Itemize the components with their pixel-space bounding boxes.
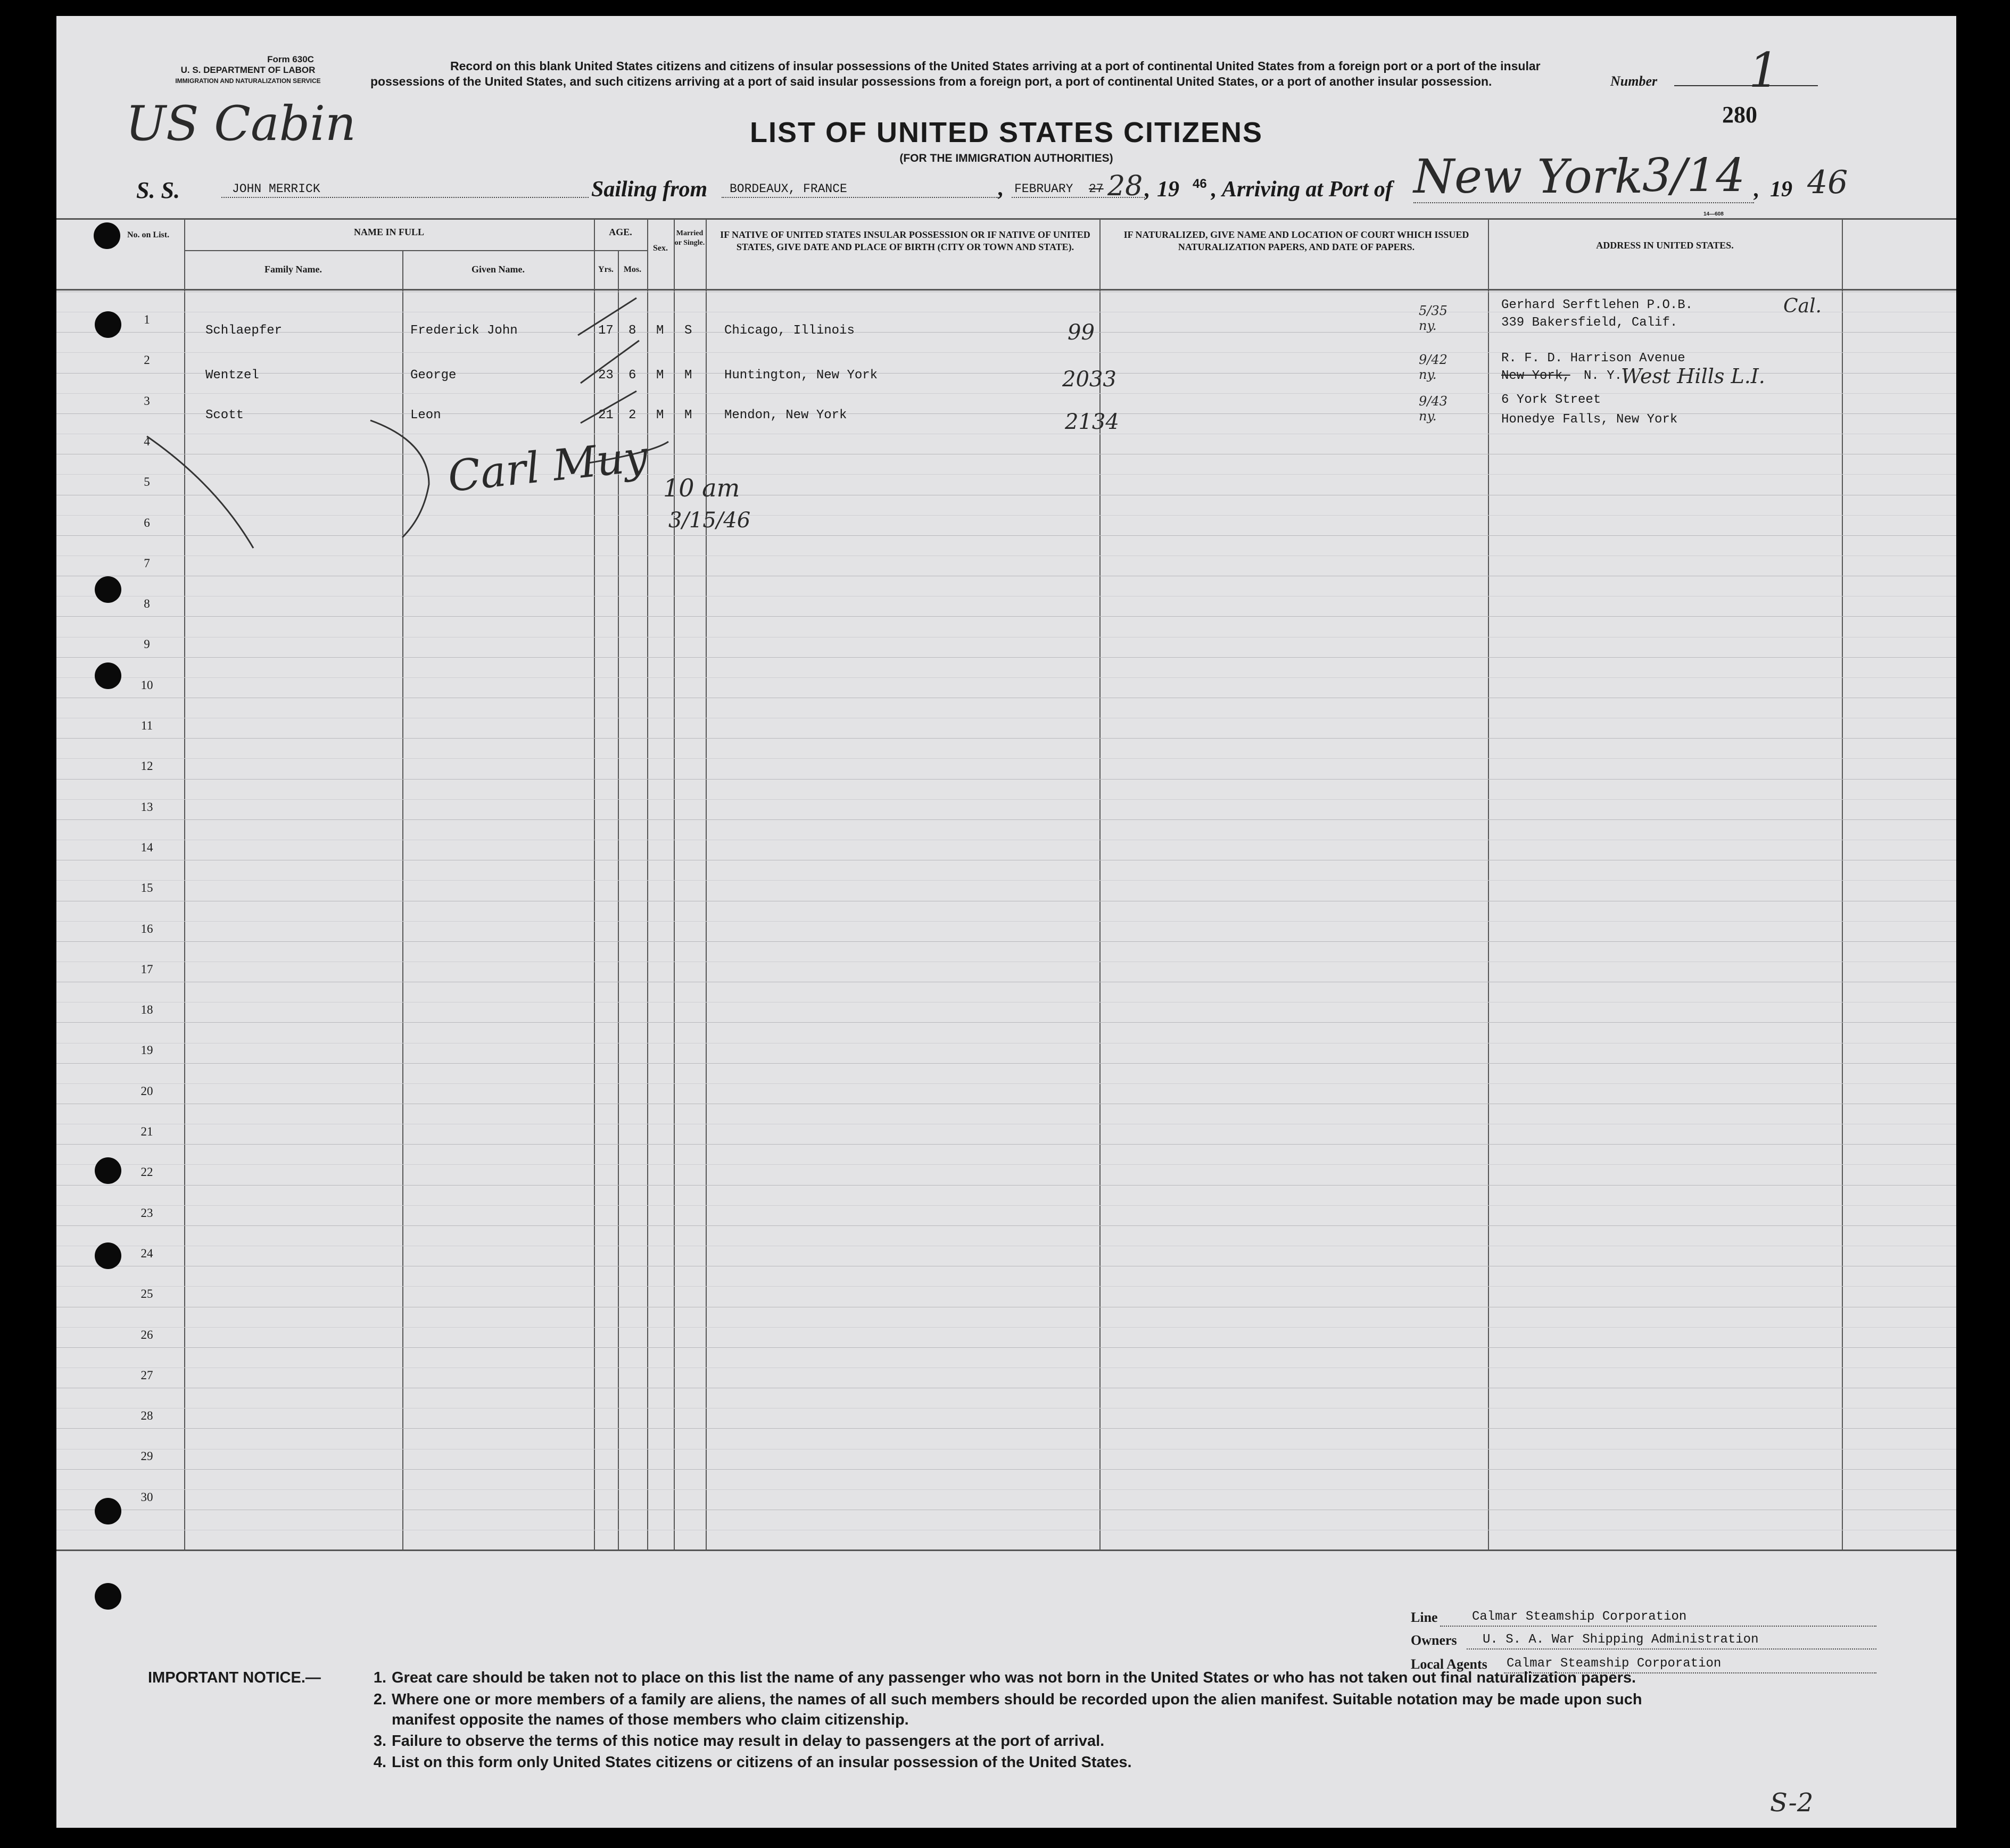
list-number: 1 xyxy=(1749,43,1780,98)
handwritten-code: 2134 xyxy=(1065,410,1119,434)
birth-place: Huntington, New York xyxy=(724,368,878,383)
row-number: 16 xyxy=(140,922,153,935)
row-number: 19 xyxy=(140,1043,153,1057)
row-number: 17 xyxy=(140,963,153,976)
sailing-month: FEBRUARY xyxy=(1014,182,1073,196)
row-subrule xyxy=(56,799,1956,800)
row-rule xyxy=(56,1428,1956,1429)
row-rule xyxy=(56,657,1956,658)
row-number: 4 xyxy=(144,435,150,448)
line-underline xyxy=(1440,1626,1876,1627)
time-stamp: 10 am xyxy=(663,474,740,502)
col-head-name-in-full: NAME IN FULL xyxy=(353,227,424,237)
sailing-year-prefix: 19 xyxy=(1157,177,1179,202)
table-bottom-border xyxy=(56,1549,1956,1551)
address-note: West Hills L.I. xyxy=(1621,364,1765,388)
row-subrule xyxy=(56,880,1956,881)
row-number: 10 xyxy=(140,678,153,692)
line-value: Calmar Steamship Corporation xyxy=(1472,1610,1687,1624)
row-number: 14 xyxy=(140,841,153,854)
row-number: 29 xyxy=(140,1449,153,1463)
row-rule xyxy=(56,616,1956,617)
row-rule xyxy=(56,535,1956,536)
col-head-family-name: Family Name. xyxy=(264,264,322,275)
sailing-year-suffix: 46 xyxy=(1193,177,1207,191)
row-number: 15 xyxy=(140,881,153,894)
sailing-day-struck: 27 xyxy=(1089,182,1104,196)
col-head-given-name: Given Name. xyxy=(472,264,525,275)
col-head-age: AGE. xyxy=(609,227,632,237)
address-line-2-struck: New York, xyxy=(1501,369,1570,383)
gpo-code: 14—608 xyxy=(1703,211,1724,217)
row-number: 24 xyxy=(140,1247,153,1260)
handwritten-code: 2033 xyxy=(1062,367,1116,392)
pen-strokes xyxy=(56,16,1956,1828)
birth-place: Chicago, Illinois xyxy=(724,324,855,338)
col-head-birth: IF NATIVE OF UNITED STATES INSULAR POSSESSION OR IF NATIVE OF UNITED STATES, GIVE DATE AND PLACE OF BIRTH (CITY OR TOWN AND STATE). xyxy=(720,229,1090,252)
handwritten-note: 5/35 ny. xyxy=(1419,303,1447,333)
row-number: 28 xyxy=(140,1409,153,1422)
sex: M xyxy=(656,324,664,338)
port-underline xyxy=(1413,202,1754,203)
notice-item: 1. Great care should be taken not to place on this list the name of any passenger who was not born in the United States or who has not taken out final naturalization papers. xyxy=(373,1669,1636,1686)
handwritten-note: 9/43 ny. xyxy=(1419,394,1447,424)
sailing-day: 28 xyxy=(1107,170,1143,202)
row-number: 2 xyxy=(144,353,150,367)
row-rule xyxy=(56,1347,1956,1348)
arrival-year-prefix: 19 xyxy=(1770,177,1792,202)
family-name: Wentzel xyxy=(205,368,259,383)
owners-underline xyxy=(1467,1648,1876,1650)
ss-label: S. S. xyxy=(136,177,180,203)
col-head-no: No. on List. xyxy=(127,230,170,239)
sex: M xyxy=(656,368,664,383)
comma-2: , xyxy=(1145,177,1151,202)
age-years: 17 xyxy=(598,324,614,338)
arriving-label: Arriving at Port of xyxy=(1222,177,1393,202)
arrival-date: 3/14 xyxy=(1642,149,1746,202)
row-subrule xyxy=(56,474,1956,475)
punch-hole xyxy=(94,222,120,249)
col-divider-naturalized xyxy=(1488,218,1489,1549)
department-name: U. S. DEPARTMENT OF LABOR xyxy=(180,65,316,75)
date-underline xyxy=(1012,197,1145,198)
manifest-sheet xyxy=(56,16,1956,1828)
row-rule xyxy=(56,332,1956,333)
row-number: 5 xyxy=(144,475,150,488)
age-years: 21 xyxy=(598,408,614,422)
row-number: 18 xyxy=(140,1003,153,1016)
row-subrule xyxy=(56,1164,1956,1165)
punch-hole xyxy=(95,576,121,603)
address-note: Cal. xyxy=(1783,295,1822,317)
row-number: 8 xyxy=(144,597,150,610)
number-underline xyxy=(1674,85,1818,86)
address-line-2: 339 Bakersfield, Calif. xyxy=(1501,316,1678,330)
row-subrule xyxy=(56,1286,1956,1287)
row-subrule xyxy=(56,1327,1956,1328)
row-number: 3 xyxy=(144,394,150,408)
punch-hole xyxy=(95,1157,121,1184)
col-divider-sex xyxy=(674,218,675,1549)
service-name: IMMIGRATION AND NATURALIZATION SERVICE xyxy=(175,77,321,85)
birth-place: Mendon, New York xyxy=(724,408,847,422)
row-subrule xyxy=(56,515,1956,516)
punch-hole xyxy=(95,311,121,338)
row-rule xyxy=(56,1022,1956,1023)
comma-4: , xyxy=(1754,177,1760,202)
notice-item: 3. Failure to observe the terms of this notice may result in delay to passengers at the port of arrival. xyxy=(373,1733,1105,1750)
table-header-border xyxy=(56,289,1956,291)
ship-name: JOHN MERRICK xyxy=(232,182,320,196)
address-line-2: N. Y. xyxy=(1584,369,1623,383)
address-line-1: 6 York Street xyxy=(1501,393,1601,407)
page-subtitle: (FOR THE IMMIGRATION AUTHORITIES) xyxy=(899,152,1113,164)
date-stamp: 3/15/46 xyxy=(668,508,751,533)
col-divider-mos xyxy=(647,218,648,1549)
owners-label: Owners xyxy=(1411,1632,1457,1648)
marital-status: M xyxy=(684,408,692,422)
notice-item: 2. Where one or more members of a family are aliens, the names of all such members should be recorded upon the alien manifest. Suitable notation may be made upon such xyxy=(373,1691,1642,1708)
col-divider-address xyxy=(1842,218,1843,1549)
line-label: Line xyxy=(1411,1610,1438,1625)
age-months: 2 xyxy=(628,408,636,422)
row-number: 12 xyxy=(140,759,153,773)
row-number: 23 xyxy=(140,1206,153,1220)
marital-status: M xyxy=(684,368,692,383)
arrival-year-suffix: 46 xyxy=(1807,164,1848,201)
row-number: 22 xyxy=(140,1165,153,1179)
row-number: 1 xyxy=(144,313,150,326)
family-name: Schlaepfer xyxy=(205,324,283,338)
form-number: Form 630C xyxy=(267,54,314,64)
row-subrule xyxy=(56,1083,1956,1084)
row-rule xyxy=(56,1469,1956,1470)
age-months: 8 xyxy=(628,324,636,338)
sailing-underline xyxy=(722,197,998,198)
row-number: 13 xyxy=(140,800,153,814)
handwritten-class-note: US Cabin xyxy=(126,96,356,152)
handwritten-code: 99 xyxy=(1068,320,1095,345)
cancel-stroke-family xyxy=(147,436,253,548)
row-subrule xyxy=(56,1205,1956,1206)
form-identifier xyxy=(115,54,381,86)
row-number: 30 xyxy=(140,1490,153,1504)
row-number: 7 xyxy=(144,557,150,570)
punch-hole xyxy=(95,1242,121,1269)
row-rule xyxy=(56,941,1956,942)
name-header-divider xyxy=(184,250,597,251)
agents-label: Local Agents xyxy=(1411,1656,1487,1672)
address-line-1: Gerhard Serftlehen P.O.B. xyxy=(1501,298,1693,312)
sailing-label: Sailing from xyxy=(591,177,708,202)
row-rule xyxy=(56,1185,1956,1186)
row-number: 26 xyxy=(140,1328,153,1341)
col-divider-married xyxy=(706,218,707,1549)
given-name: Frederick John xyxy=(410,324,518,338)
age-header-divider xyxy=(594,250,647,251)
col-divider-family xyxy=(402,250,403,1549)
owners-value: U. S. A. War Shipping Administration xyxy=(1483,1632,1759,1647)
row-rule xyxy=(56,1225,1956,1226)
col-head-address: ADDRESS IN UNITED STATES. xyxy=(1596,240,1734,251)
record-instructions: Record on this blank United States citizens and citizens of insular possessions of the United States arriving at a port of continental United States from a foreign port or a port of the insular possessions of the United States, and such citizens arriving at a port of said insular possessions from a foreign port, a port of continental United States, or a port of another insular possession. xyxy=(370,59,1541,88)
address-line-1: R. F. D. Harrison Avenue xyxy=(1501,351,1685,366)
given-name: George xyxy=(410,368,457,383)
table-top-border xyxy=(56,218,1956,220)
row-number: 21 xyxy=(140,1125,153,1138)
punch-hole xyxy=(95,662,121,689)
comma: , xyxy=(998,176,1004,201)
row-number: 9 xyxy=(144,637,150,651)
row-rule xyxy=(56,1063,1956,1064)
number-label: Number xyxy=(1610,73,1658,89)
marital-status: S xyxy=(684,324,692,338)
age-years: 23 xyxy=(598,368,614,383)
row-subrule xyxy=(56,393,1956,394)
row-number: 27 xyxy=(140,1369,153,1382)
inspector-signature: Carl Muy xyxy=(445,431,650,502)
ship-underline xyxy=(221,197,589,198)
handwritten-note: 9/42 ny. xyxy=(1419,352,1447,382)
row-number: 11 xyxy=(140,719,153,732)
row-rule xyxy=(56,738,1956,739)
cancel-stroke-given xyxy=(370,420,429,537)
col-divider-no xyxy=(184,218,185,1549)
agents-value: Calmar Steamship Corporation xyxy=(1507,1656,1722,1671)
stamp-number: 280 xyxy=(1722,102,1757,128)
sex: M xyxy=(656,408,664,422)
row-rule xyxy=(56,1144,1956,1145)
row-number: 20 xyxy=(140,1084,153,1098)
row-rule xyxy=(56,819,1956,820)
notice-item: manifest opposite the names of those members who claim citizenship. xyxy=(392,1711,909,1728)
family-name: Scott xyxy=(205,408,244,422)
sailing-port: BORDEAUX, FRANCE xyxy=(730,182,847,196)
row-subrule xyxy=(56,677,1956,678)
row-subrule xyxy=(56,1489,1956,1490)
row-number: 25 xyxy=(140,1287,153,1300)
address-line-2: Honedye Falls, New York xyxy=(1501,412,1678,427)
age-months: 6 xyxy=(628,368,636,383)
col-head-married: Married or Single. xyxy=(674,229,705,247)
col-head-naturalized: IF NATURALIZED, GIVE NAME AND LOCATION OF COURT WHICH ISSUED NATURALIZATION PAPERS, AND DATE OF PAPERS. xyxy=(1123,229,1469,252)
arrival-port: New York xyxy=(1413,149,1643,204)
row-subrule xyxy=(56,758,1956,759)
col-head-mos: Mos. xyxy=(623,265,642,274)
col-divider-given xyxy=(594,218,595,1549)
row-rule xyxy=(56,779,1956,780)
given-name: Leon xyxy=(410,408,441,422)
punch-hole xyxy=(95,1583,121,1610)
punch-hole xyxy=(95,1498,121,1524)
corner-mark: S-2 xyxy=(1770,1788,1814,1818)
row-subrule xyxy=(56,921,1956,922)
col-head-yrs: Yrs. xyxy=(598,265,614,274)
notice-item: 4. List on this form only United States citizens or citizens of an insular possession of the United States. xyxy=(373,1754,1132,1771)
comma-3: , xyxy=(1211,177,1217,202)
notice-heading: IMPORTANT NOTICE.— xyxy=(148,1669,321,1686)
row-number: 6 xyxy=(144,516,150,529)
page-title: LIST OF UNITED STATES CITIZENS xyxy=(750,117,1263,148)
col-head-sex: Sex. xyxy=(653,244,668,253)
